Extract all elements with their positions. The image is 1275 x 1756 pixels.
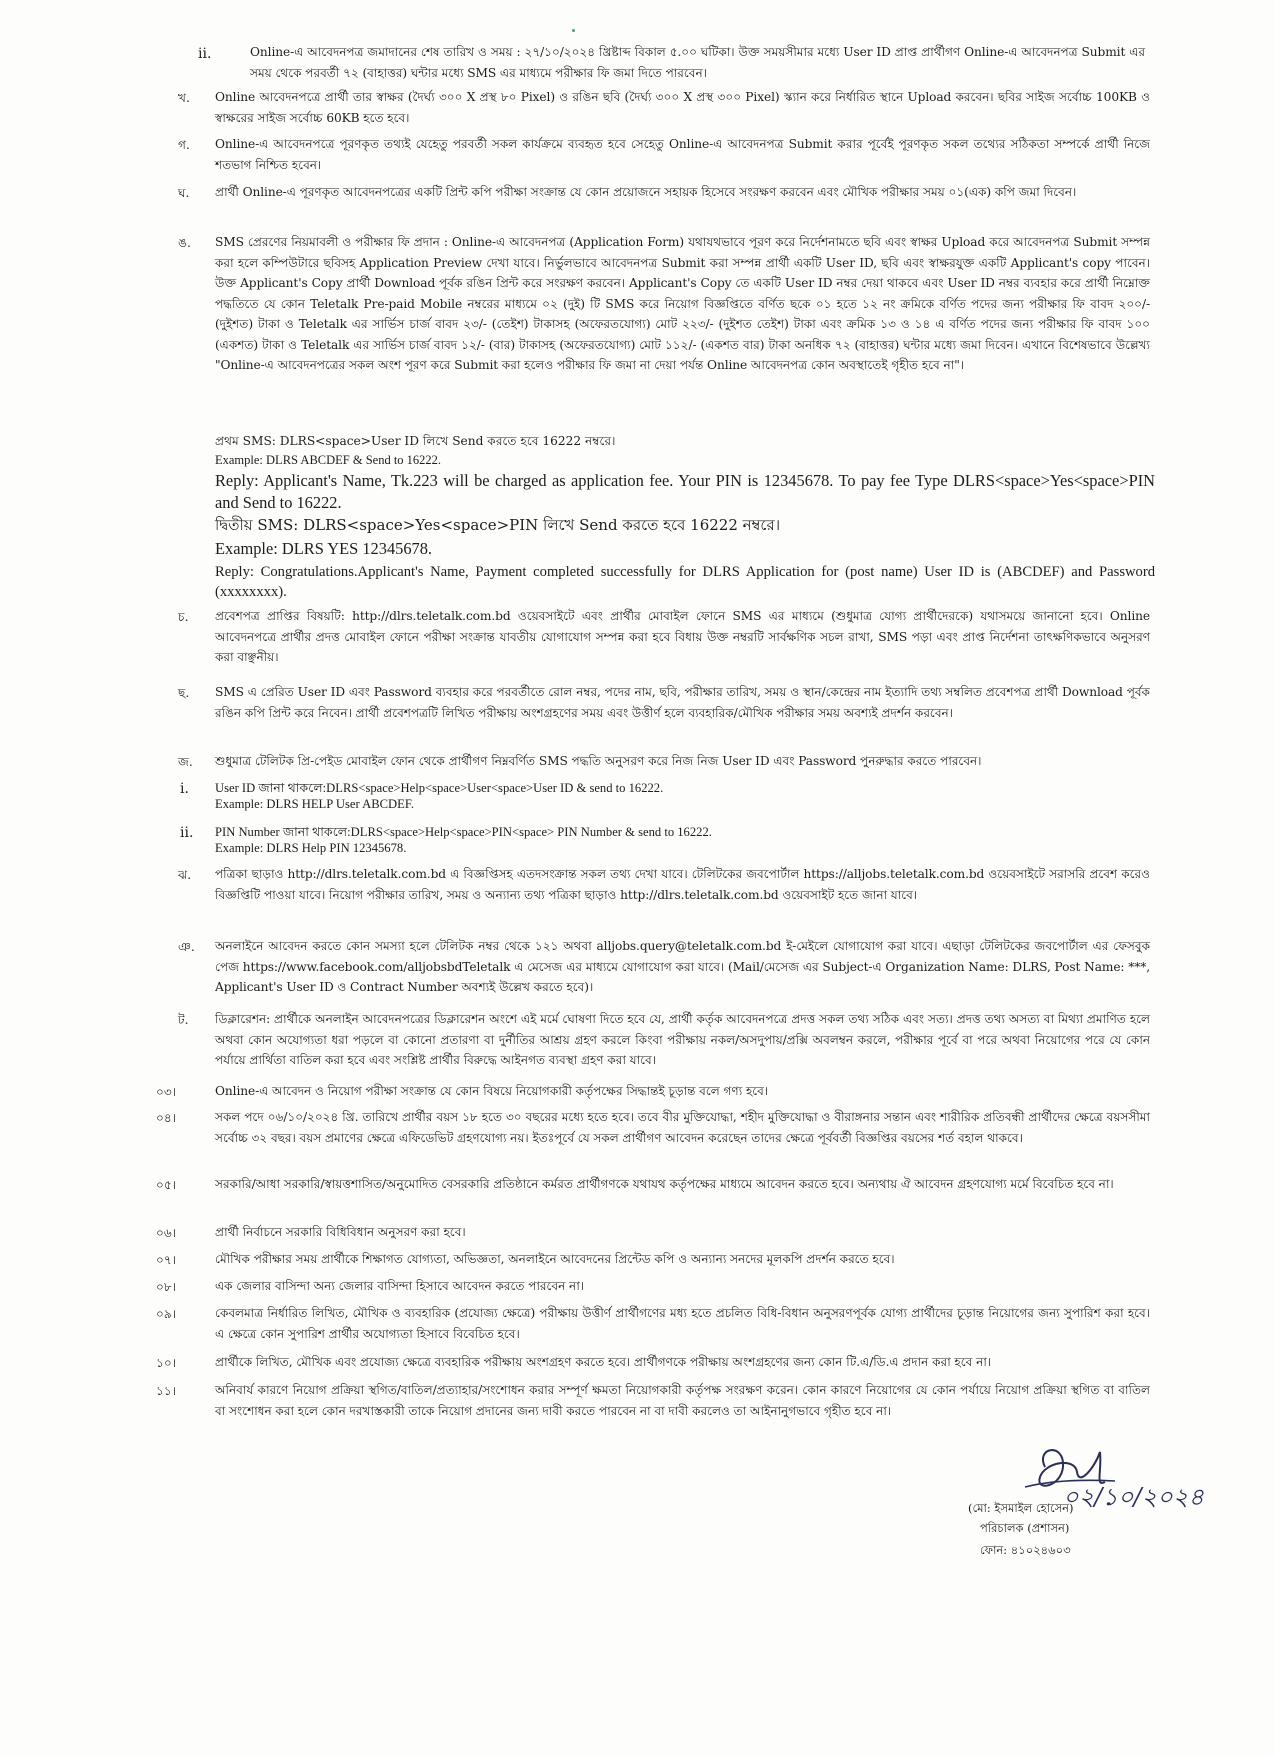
clause-cancellation-rights: অনিবার্য কারণে নিয়োগ প্রক্রিয়া স্থগিত/বাতিল/প্রত্যাহার/সংশোধন করার সম্পূর্ণ ক্ষমতা নিয়োগকারী কর্তৃপক্ষ সংরক্ষণ করেন। কোন কারণে নিয়োগের যে কোন পর্যায়ে নিয়োগ প্রক্রিয়া স্থগিত বা বাতিল বা সংশোধন করা হলে কোন দরখাস্তকারী তাকে নিয়োগ প্রদানের জন্য দাবী করতে পারবেন না বা দাবী করলেও তা আইনানুগভাবে গৃহীত হবে না। <box>215 1383 1150 1418</box>
item-print-copy: প্রার্থী Online-এ পূরণকৃত আবেদনপত্রের একটি প্রিন্ট কপি পরীক্ষা সংক্রান্ত যে কোন প্রয়োজনে সহায়ক হিসেবে সংরক্ষণ করবেন এবং মৌখিক পরীক্ষার সময় ০১(এক) কপি জমা দিবেন। <box>215 185 1077 199</box>
recovery-user-id: User ID জানা থাকলে:DLRS<space>Help<space>User<space>User ID & send to 16222. <box>215 781 664 795</box>
signatory-title: পরিচালক (প্রশাসন) <box>980 1521 1070 1535</box>
clause-marker: ০৩। <box>156 1085 177 1099</box>
item-marker: ট. <box>178 1013 189 1027</box>
item-marker: চ. <box>178 610 189 624</box>
clause-recommendation: কেবলমাত্র নির্ধারিত লিখিত, মৌখিক ও ব্যবহারিক (প্রযোজ্য ক্ষেত্রে) পরীক্ষায় উত্তীর্ণ প্রার্থীগণের মধ্য হতে প্রচলিত বিধি-বিধান অনুসরণপূর্বক যোগ্য প্রার্থীদের চূড়ান্ত নিয়োগের জন্য সুপারিশ করা হবে। এ ক্ষেত্রে কোন সুপারিশ প্রার্থীর অযোগ্যতা হিসাবে বিবেচিত হবে। <box>215 1306 1150 1341</box>
item-marker: খ. <box>178 91 190 105</box>
clause-age-limit: সকল পদে ০৬/১০/২০২৪ খ্রি. তারিখে প্রার্থীর বয়স ১৮ হতে ৩০ বছরের মধ্যে হতে হবে। তবে বীর মুক্তিযোদ্ধা, শহীদ মুক্তিযোদ্ধা ও বীরাঙ্গনার সন্তান এবং শারীরিক প্রতিবন্ধী প্রার্থীদের ক্ষেত্রে বয়সসীমা সর্বোচ্চ ৩২ বছর। বয়স প্রমাণের ক্ষেত্রে এফিডেভিট গ্রহণযোগ্য নয়। ইতঃপূর্বে যে সকল প্রার্থীগণ আবেদন করেছেন তাদের ক্ষেত্রে পূর্ববর্তী বিজ্ঞপ্তির বয়সের শর্ত বহাল থাকবে। <box>215 1110 1150 1145</box>
clause-marker: ০৯। <box>156 1307 177 1321</box>
item-marker: ঞ. <box>178 940 195 954</box>
item-info-accuracy: Online-এ আবেদনপত্রে পূরণকৃত তথ্যই যেহেতু পরবর্তী সকল কার্যক্রমে ব্যবহৃত হবে সেহেতু Online-এ আবেদনপত্র Submit করার পূর্বেই পূরণকৃত সকল তথ্যের সঠিকতা সম্পর্কে প্রার্থী নিজে শতভাগ নিশ্চিত হবেন। <box>215 137 1150 172</box>
item-marker: ঝ. <box>178 868 192 882</box>
sms-reply-2: Reply: Congratulations.Applicant's Name, Payment completed successfully for DLRS Application for (post name) User ID is (ABCDEF) and Password (xxxxxxxx). <box>215 564 1155 600</box>
item-marker: গ. <box>178 138 190 152</box>
scan-dot <box>572 29 575 32</box>
item-marker: ঙ. <box>178 236 191 250</box>
item-admit-card: প্রবেশপত্র প্রাপ্তির বিষয়টি: http://dlrs.teletalk.com.bd ওয়েবসাইটে এবং প্রার্থীর মোবাইল ফোনে SMS এর মাধ্যমে (শুধুমাত্র যোগ্য প্রার্থীদেরকে) যথাসময়ে জানানো হবে। Online আবেদনপত্রে প্রার্থীর প্রদত্ত মোবাইল ফোনে পরীক্ষা সংক্রান্ত যাবতীয় যোগাযোগ সম্পন্ন করা হবে বিধায় উক্ত নম্বরটি সার্বক্ষণিক সচল রাখা, SMS পড়া এবং প্রাপ্ত নির্দেশনা তাৎক্ষণিকভাবে অনুসরণ করা বাঞ্ছনীয়। <box>215 609 1150 664</box>
item-declaration: ডিক্লারেশন: প্রার্থীকে অনলাইন আবেদনপত্রের ডিক্লারেশন অংশে এই মর্মে ঘোষণা দিতে হবে যে, প্রার্থী কর্তৃক আবেদনপত্রে প্রদত্ত সকল তথ্য সঠিক এবং সত্য। প্রদত্ত তথ্য অসত্য বা মিথ্যা প্রমাণিত হলে অথবা কোন অযোগ্যতা ধরা পড়লে বা কোনো প্রতারণা বা দুর্নীতির আশ্রয় গ্রহণ করলে কিংবা পরীক্ষায় নকল/অসদুপায়/প্রক্সি অবলম্বন করলে, পরীক্ষার পূর্বে বা পরে অথবা নিয়োগের পরে যে কোন পর্যায়ে প্রার্থিতা বাতিল করা হবে এবং সংশ্লিষ্ট প্রার্থীর বিরুদ্ধে আইনগত ব্যবস্থা গ্রহণ করা যাবে। <box>215 1012 1150 1067</box>
sms-reply-1: Reply: Applicant's Name, Tk.223 will be charged as application fee. Your PIN is 12345678. To pay fee Type DLRS<space>Yes<space>PIN and Send to 16222. <box>215 471 1155 512</box>
clause-marker: ০৮। <box>156 1280 177 1294</box>
recovery-user-id-example: Example: DLRS HELP User ABCDEF. <box>215 797 414 811</box>
item-marker: ii. <box>198 46 212 62</box>
clause-marker: ১০। <box>156 1356 177 1370</box>
item-recovery: শুধুমাত্র টেলিটক প্রি-পেইড মোবাইল ফোন থেকে প্রার্থীগণ নিম্নবর্ণিত SMS পদ্ধতি অনুসরণ করে নিজ নিজ User ID এবং Password পুনরুদ্ধার করতে পারবেন। <box>215 754 982 768</box>
clause-district-residence: এক জেলার বাসিন্দা অন্য জেলার বাসিন্দা হিসাবে আবেদন করতে পারবেন না। <box>215 1279 585 1293</box>
sms-first: প্রথম SMS: DLRS<space>User ID লিখে Send করতে হবে 16222 নম্বরে। <box>215 434 616 448</box>
clause-marker: ০৪। <box>156 1111 177 1125</box>
clause-authority-decision: Online-এ আবেদন ও নিয়োগ পরীক্ষা সংক্রান্ত যে কোন বিষয়ে নিয়োগকারী কর্তৃপক্ষের সিদ্ধান্তই চূড়ান্ত বলে গণ্য হবে। <box>215 1084 769 1098</box>
item-website-info: পত্রিকা ছাড়াও http://dlrs.teletalk.com.bd এ বিজ্ঞপ্তিসহ এতদসংক্রান্ত সকল তথ্য দেখা যাবে। টেলিটকের জবপোর্টাল https://alljobs.teletalk.com.bd ওয়েবসাইটে সরাসরি প্রবেশ করেও বিজ্ঞপ্তিটি পাওয়া যাবে। নিয়োগ পরীক্ষার তারিখ, সময় ও অন্যান্য তথ্য পত্রিকা ছাড়াও http://dlrs.teletalk.com.bd ওয়েবসাইট হতে জানা যাবে। <box>215 867 1150 902</box>
item-marker: ছ. <box>178 686 190 700</box>
clause-employed-candidates: সরকারি/আধা সরকারি/স্বায়ত্তশাসিত/অনুমোদিত বেসরকারি প্রতিষ্ঠানে কর্মরত প্রার্থীগণকে যথাযথ কর্তৃপক্ষের মাধ্যমে আবেদন করতে হবে। অন্যথায় ঐ আবেদন গ্রহণযোগ্য মর্মে বিবেচিত হবে না। <box>215 1177 1114 1191</box>
sms-second: দ্বিতীয় SMS: DLRS<space>Yes<space>PIN লিখে Send করতে হবে 16222 নম্বরে। <box>215 516 781 534</box>
clause-marker: ০৬। <box>156 1226 177 1240</box>
recovery-marker: i. <box>180 781 189 797</box>
item-download-admit: SMS এ প্রেরিত User ID এবং Password ব্যবহার করে পরবর্তীতে রোল নম্বর, পদের নাম, ছবি, পরীক্ষার তারিখ, সময় ও স্থান/কেন্দ্রের নাম ইত্যাদি তথ্য সম্বলিত প্রবেশপত্র প্রার্থী Download পূর্বক রঙিন কপি প্রিন্ট করে নিবেন। প্রার্থী প্রবেশপত্রটি লিখিত পরীক্ষায় অংশগ্রহণের সময় এবং উত্তীর্ণ হলে ব্যবহারিক/মৌখিক পরীক্ষার সময় অবশ্যই প্রদর্শন করবেন। <box>215 685 1150 720</box>
recovery-pin-example: Example: DLRS Help PIN 12345678. <box>215 841 407 855</box>
signatory-phone: ফোন: ৪১০২৪৬০৩ <box>980 1543 1071 1557</box>
item-deadline: Online-এ আবেদনপত্র জমাদানের শেষ তারিখ ও সময় : ২৭/১০/২০২৪ খ্রিষ্টাব্দ বিকাল ৫.০০ ঘটিকা। উক্ত সময়সীমার মধ্যে User ID প্রাপ্ত প্রার্থীগণ Online-এ আবেদনপত্র Submit এর সময় থেকে পরবর্তী ৭২ (বাহাত্তর) ঘন্টার মধ্যে SMS এর মাধ্যমে পরীক্ষার ফি জমা দিতে পারবেন। <box>250 45 1145 80</box>
recovery-marker: ii. <box>180 825 194 841</box>
clause-viva-documents: মৌখিক পরীক্ষার সময় প্রার্থীকে শিক্ষাগত যোগ্যতা, অভিজ্ঞতা, অনলাইনে আবেদনের প্রিন্টেড কপি ও অন্যান্য সনদের মূলকপি প্রদর্শন করতে হবে। <box>215 1252 895 1266</box>
clause-marker: ০৭। <box>156 1253 177 1267</box>
clause-marker: ০৫। <box>156 1178 177 1192</box>
sms-first-example: Example: DLRS ABCDEF & Send to 16222. <box>215 453 442 467</box>
item-marker: ঘ. <box>178 186 190 200</box>
clause-marker: ১১। <box>156 1384 177 1398</box>
clause-ta-da: প্রার্থীকে লিখিত, মৌখিক এবং প্রযোজ্য ক্ষেত্রে ব্যবহারিক পরীক্ষায় অংশগ্রহণ করতে হবে। প্রার্থীগণকে পরীক্ষায় অংশগ্রহণের জন্য কোন টি.এ/ডি.এ প্রদান করা হবে না। <box>215 1355 992 1369</box>
item-photo-signature: Online আবেদনপত্রে প্রার্থী তার স্বাক্ষর (দৈর্ঘ্য ৩০০ X প্রস্থ ৮০ Pixel) ও রঙিন ছবি (দৈর্ঘ্য ৩০০ X প্রস্থ ৩০০ Pixel) স্ক্যান করে নির্ধারিত স্থানে Upload করবেন। ছবির সাইজ সর্বোচ্চ 100KB ও স্বাক্ষরের সাইজ সর্বোচ্চ 60KB হতে হবে। <box>215 90 1150 125</box>
item-contact-help: অনলাইনে আবেদন করতে কোন সমস্যা হলে টেলিটক নম্বর থেকে ১২১ অথবা alljobs.query@teletalk.com.bd ই-মেইলে যোগাযোগ করা যাবে। এছাড়া টেলিটকের জবপোর্টাল এর ফেসবুক পেজ https://www.facebook.com/alljobsbdTeletalk এ মেসেজ এর মাধ্যমে যোগাযোগ করা যাবে। (Mail/মেসেজ এর Subject-এ Organization Name: DLRS, Post Name: ***, Applicant's User ID ও Contract Number অবশ্যই উল্লেখ করতে হবে)। <box>215 939 1150 994</box>
clause-selection-rules: প্রার্থী নির্বাচনে সরকারি বিধিবিধান অনুসরণ করা হবে। <box>215 1225 466 1239</box>
item-marker: জ. <box>178 755 193 769</box>
signature-date: ০২/১০/২০২৪ <box>1063 1483 1204 1511</box>
sms-second-example: Example: DLRS YES 12345678. <box>215 539 433 558</box>
signatory-name: (মো: ইসমাইল হোসেন) <box>968 1501 1074 1515</box>
item-sms-rules: SMS প্রেরণের নিয়মাবলী ও পরীক্ষার ফি প্রদান : Online-এ আবেদনপত্র (Application Form) যথাযথভাবে পূরণ করে নির্দেশনামতে ছবি এবং স্বাক্ষর Upload করে আবেদনপত্র Submit সম্পন্ন করা হলে কম্পিউটারে ছবিসহ Application Preview দেখা যাবে। নির্ভুলভাবে আবেদনপত্র Submit করা সম্পন্ন প্রার্থী একটি User ID, ছবি এবং স্বাক্ষরযুক্ত একটি Applicant's copy পাবেন। উক্ত Applicant's Copy প্রার্থী Download পূর্বক রঙিন প্রিন্ট করে সংরক্ষণ করবেন। Applicant's Copy তে একটি User ID নম্বর দেয়া থাকবে এবং User ID নম্বর ব্যবহার করে প্রার্থী নিম্নোক্ত পদ্ধতিতে যে কোন Teletalk Pre-paid Mobile নম্বরের মাধ্যমে ০২ (দুই) টি SMS করে নিয়োগ বিজ্ঞপ্তিতে বর্ণিত ছকে ০১ হতে ১২ নং ক্রমিকে বর্ণিত পদের জন্য পরীক্ষার ফি বাবদ ২০০/- (দুইশত) টাকা ও Teletalk এর সার্ভিস চার্জ বাবদ ২৩/- (তেইশ) টাকাসহ (অফেরতযোগ্য) মোট ২২৩/- (দুইশত তেইশ) টাকা এবং ক্রমিক ১৩ ও ১৪ এ বর্ণিত পদের জন্য পরীক্ষার ফি বাবদ ১০০ (একশত) টাকা ও Teletalk এর সার্ভিস চার্জ বাবদ ১২/- (বার) টাকাসহ (অফেরতযোগ্য) মোট ১১২/- (একশত বার) টাকা অনধিক ৭২ (বাহাত্তর) ঘন্টার মধ্যে জমা দিবেন। এখানে বিশেষভাবে উল্লেখ্য "Online-এ আবেদনপত্রের সকল অংশ পূরণ করে Submit করা হলেও পরীক্ষার ফি জমা না দেয়া পর্যন্ত Online আবেদনপত্র কোন অবস্থাতেই গৃহীত হবে না"। <box>215 235 1150 372</box>
recovery-pin: PIN Number জানা থাকলে:DLRS<space>Help<space>PIN<space> PIN Number & send to 16222. <box>215 825 712 839</box>
